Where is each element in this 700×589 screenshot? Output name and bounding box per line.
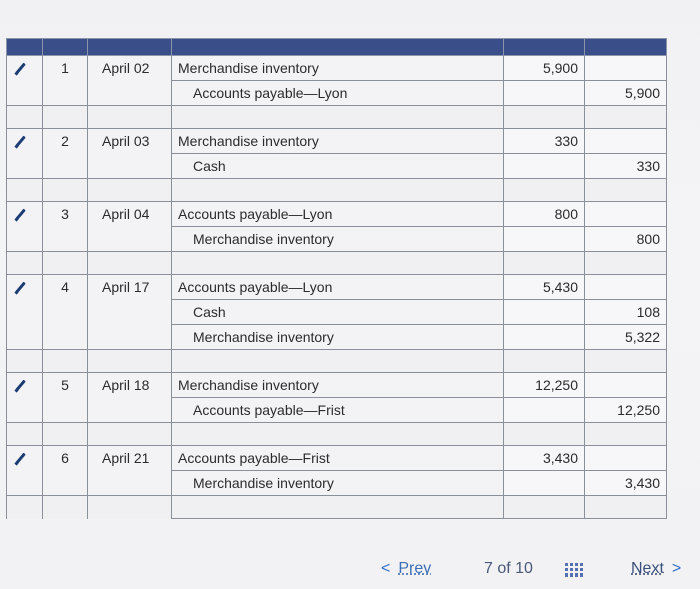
chevron-left-icon: <	[381, 560, 391, 577]
debit-amount[interactable]: 330	[504, 129, 585, 154]
entry-number-spacer	[43, 300, 88, 325]
credit-amount[interactable]: 330	[585, 154, 667, 179]
account-blank[interactable]	[172, 179, 504, 202]
credit-account[interactable]: Cash	[172, 300, 504, 325]
next-label: Next	[631, 560, 664, 577]
date-blank	[88, 423, 172, 446]
credit-account[interactable]: Merchandise inventory	[172, 227, 504, 252]
account-blank[interactable]	[172, 496, 504, 519]
journal-entry-row	[7, 202, 667, 227]
debit-blank[interactable]	[504, 423, 585, 446]
edit-blank	[7, 496, 43, 519]
no-blank	[43, 350, 88, 373]
pencil-icon[interactable]	[13, 452, 27, 466]
edit-spacer	[7, 325, 43, 350]
entry-date-spacer	[88, 300, 172, 325]
entry-number-spacer	[43, 81, 88, 106]
debit-amount-empty[interactable]	[504, 398, 585, 423]
edit-blank	[7, 179, 43, 202]
entry-number-spacer	[43, 325, 88, 350]
edit-entry-cell[interactable]	[7, 275, 43, 300]
debit-amount-empty[interactable]	[504, 471, 585, 496]
credit-amount[interactable]: 3,430	[585, 471, 667, 496]
entry-date: April 03	[88, 129, 172, 154]
pencil-icon[interactable]	[13, 135, 27, 149]
entry-number-spacer	[43, 471, 88, 496]
entry-date: April 04	[88, 202, 172, 227]
debit-amount[interactable]: 800	[504, 202, 585, 227]
pencil-icon[interactable]	[13, 208, 27, 222]
debit-account[interactable]: Merchandise inventory	[172, 56, 504, 81]
debit-blank[interactable]	[504, 350, 585, 373]
debit-blank[interactable]	[504, 106, 585, 129]
debit-amount-empty[interactable]	[504, 227, 585, 252]
general-journal-table	[6, 38, 667, 519]
debit-column-header	[504, 39, 585, 56]
prev-button[interactable]	[381, 560, 431, 578]
edit-spacer	[7, 471, 43, 496]
credit-account[interactable]: Accounts payable—Frist	[172, 398, 504, 423]
account-column-header	[172, 39, 504, 56]
journal-entry-row	[7, 325, 667, 350]
journal-entry-row	[7, 373, 667, 398]
date-blank	[88, 496, 172, 519]
journal-entry-row	[7, 300, 667, 325]
credit-amount-empty[interactable]	[585, 373, 667, 398]
credit-blank[interactable]	[585, 350, 667, 373]
edit-blank	[7, 350, 43, 373]
no-blank	[43, 179, 88, 202]
entry-date: April 21	[88, 446, 172, 471]
entry-number-spacer	[43, 398, 88, 423]
account-blank[interactable]	[172, 106, 504, 129]
account-blank[interactable]	[172, 252, 504, 275]
credit-amount-empty[interactable]	[585, 275, 667, 300]
entry-date: April 02	[88, 56, 172, 81]
journal-entry-row	[7, 446, 667, 471]
entry-number-spacer	[43, 154, 88, 179]
date-blank	[88, 350, 172, 373]
credit-blank[interactable]	[585, 423, 667, 446]
entry-date-spacer	[88, 471, 172, 496]
blank-entry-row	[7, 252, 667, 275]
blank-entry-row	[7, 423, 667, 446]
entry-number-spacer	[43, 227, 88, 252]
credit-account[interactable]: Cash	[172, 154, 504, 179]
blank-entry-row	[7, 106, 667, 129]
journal-entry-row	[7, 227, 667, 252]
date-blank	[88, 106, 172, 129]
entry-date-spacer	[88, 227, 172, 252]
pencil-icon[interactable]	[13, 62, 27, 76]
journal-entry-row	[7, 81, 667, 106]
credit-amount[interactable]: 5,900	[585, 81, 667, 106]
credit-column-header	[585, 39, 667, 56]
entry-number: 6	[43, 446, 88, 471]
edit-entry-cell[interactable]	[7, 202, 43, 227]
credit-amount-empty[interactable]	[585, 446, 667, 471]
journal-entry-row	[7, 471, 667, 496]
edit-blank	[7, 252, 43, 275]
prev-label: Prev	[398, 560, 432, 577]
edit-blank	[7, 106, 43, 129]
journal-entry-row	[7, 398, 667, 423]
blank-entry-row	[7, 179, 667, 202]
credit-account[interactable]: Merchandise inventory	[172, 471, 504, 496]
credit-amount[interactable]: 800	[585, 227, 667, 252]
credit-blank[interactable]	[585, 179, 667, 202]
entry-date: April 17	[88, 275, 172, 300]
page-count: 7 of 10	[484, 560, 533, 577]
pagination-bar	[0, 556, 700, 586]
journal-entry-row	[7, 129, 667, 154]
debit-amount[interactable]: 3,430	[504, 446, 585, 471]
edit-spacer	[7, 81, 43, 106]
debit-account[interactable]: Accounts payable—Lyon	[172, 202, 504, 227]
debit-account[interactable]: Accounts payable—Frist	[172, 446, 504, 471]
entry-date-spacer	[88, 398, 172, 423]
blank-entry-row	[7, 350, 667, 373]
credit-blank[interactable]	[585, 252, 667, 275]
entry-number: 5	[43, 373, 88, 398]
entry-number: 3	[43, 202, 88, 227]
credit-blank[interactable]	[585, 106, 667, 129]
no-blank	[43, 106, 88, 129]
debit-amount-empty[interactable]	[504, 325, 585, 350]
date-column-header	[88, 39, 172, 56]
edit-spacer	[7, 300, 43, 325]
chevron-right-icon: >	[671, 560, 682, 577]
credit-amount-empty[interactable]	[585, 129, 667, 154]
entry-date-spacer	[88, 81, 172, 106]
edit-spacer	[7, 227, 43, 252]
debit-account[interactable]: Accounts payable—Lyon	[172, 275, 504, 300]
edit-spacer	[7, 398, 43, 423]
credit-amount-empty[interactable]	[585, 202, 667, 227]
debit-account[interactable]: Merchandise inventory	[172, 373, 504, 398]
edit-blank	[7, 423, 43, 446]
journal-entry-row	[7, 154, 667, 179]
pencil-icon[interactable]	[13, 281, 27, 295]
credit-amount[interactable]: 12,250	[585, 398, 667, 423]
debit-amount[interactable]: 5,430	[504, 275, 585, 300]
entry-date: April 18	[88, 373, 172, 398]
entry-number: 4	[43, 275, 88, 300]
no-column-header	[43, 39, 88, 56]
no-blank	[43, 423, 88, 446]
edit-entry-cell[interactable]	[7, 446, 43, 471]
credit-account[interactable]: Accounts payable—Lyon	[172, 81, 504, 106]
debit-amount-empty[interactable]	[504, 81, 585, 106]
date-blank	[88, 252, 172, 275]
debit-blank[interactable]	[504, 496, 585, 519]
next-button[interactable]	[631, 560, 681, 578]
entry-date-spacer	[88, 325, 172, 350]
credit-amount[interactable]: 5,322	[585, 325, 667, 350]
blank-entry-row	[7, 496, 667, 519]
credit-amount[interactable]: 108	[585, 300, 667, 325]
edit-spacer	[7, 154, 43, 179]
credit-account[interactable]: Merchandise inventory	[172, 325, 504, 350]
entry-number: 1	[43, 56, 88, 81]
edit-column-header	[7, 39, 43, 56]
entry-date-spacer	[88, 154, 172, 179]
pencil-icon[interactable]	[13, 379, 27, 393]
edit-entry-cell[interactable]	[7, 373, 43, 398]
debit-blank[interactable]	[504, 252, 585, 275]
date-blank	[88, 179, 172, 202]
journal-entry-row	[7, 56, 667, 81]
account-blank[interactable]	[172, 350, 504, 373]
credit-amount-empty[interactable]	[585, 56, 667, 81]
no-blank	[43, 252, 88, 275]
edit-entry-cell[interactable]	[7, 129, 43, 154]
debit-amount[interactable]: 12,250	[504, 373, 585, 398]
credit-blank[interactable]	[585, 496, 667, 519]
debit-amount-empty[interactable]	[504, 154, 585, 179]
edit-entry-cell[interactable]	[7, 56, 43, 81]
account-blank[interactable]	[172, 423, 504, 446]
table-header-row	[7, 39, 667, 56]
entry-number: 2	[43, 129, 88, 154]
debit-amount-empty[interactable]	[504, 300, 585, 325]
journal-entry-row	[7, 275, 667, 300]
grid-icon[interactable]	[565, 563, 583, 577]
debit-amount[interactable]: 5,900	[504, 56, 585, 81]
debit-account[interactable]: Merchandise inventory	[172, 129, 504, 154]
debit-blank[interactable]	[504, 179, 585, 202]
no-blank	[43, 496, 88, 519]
